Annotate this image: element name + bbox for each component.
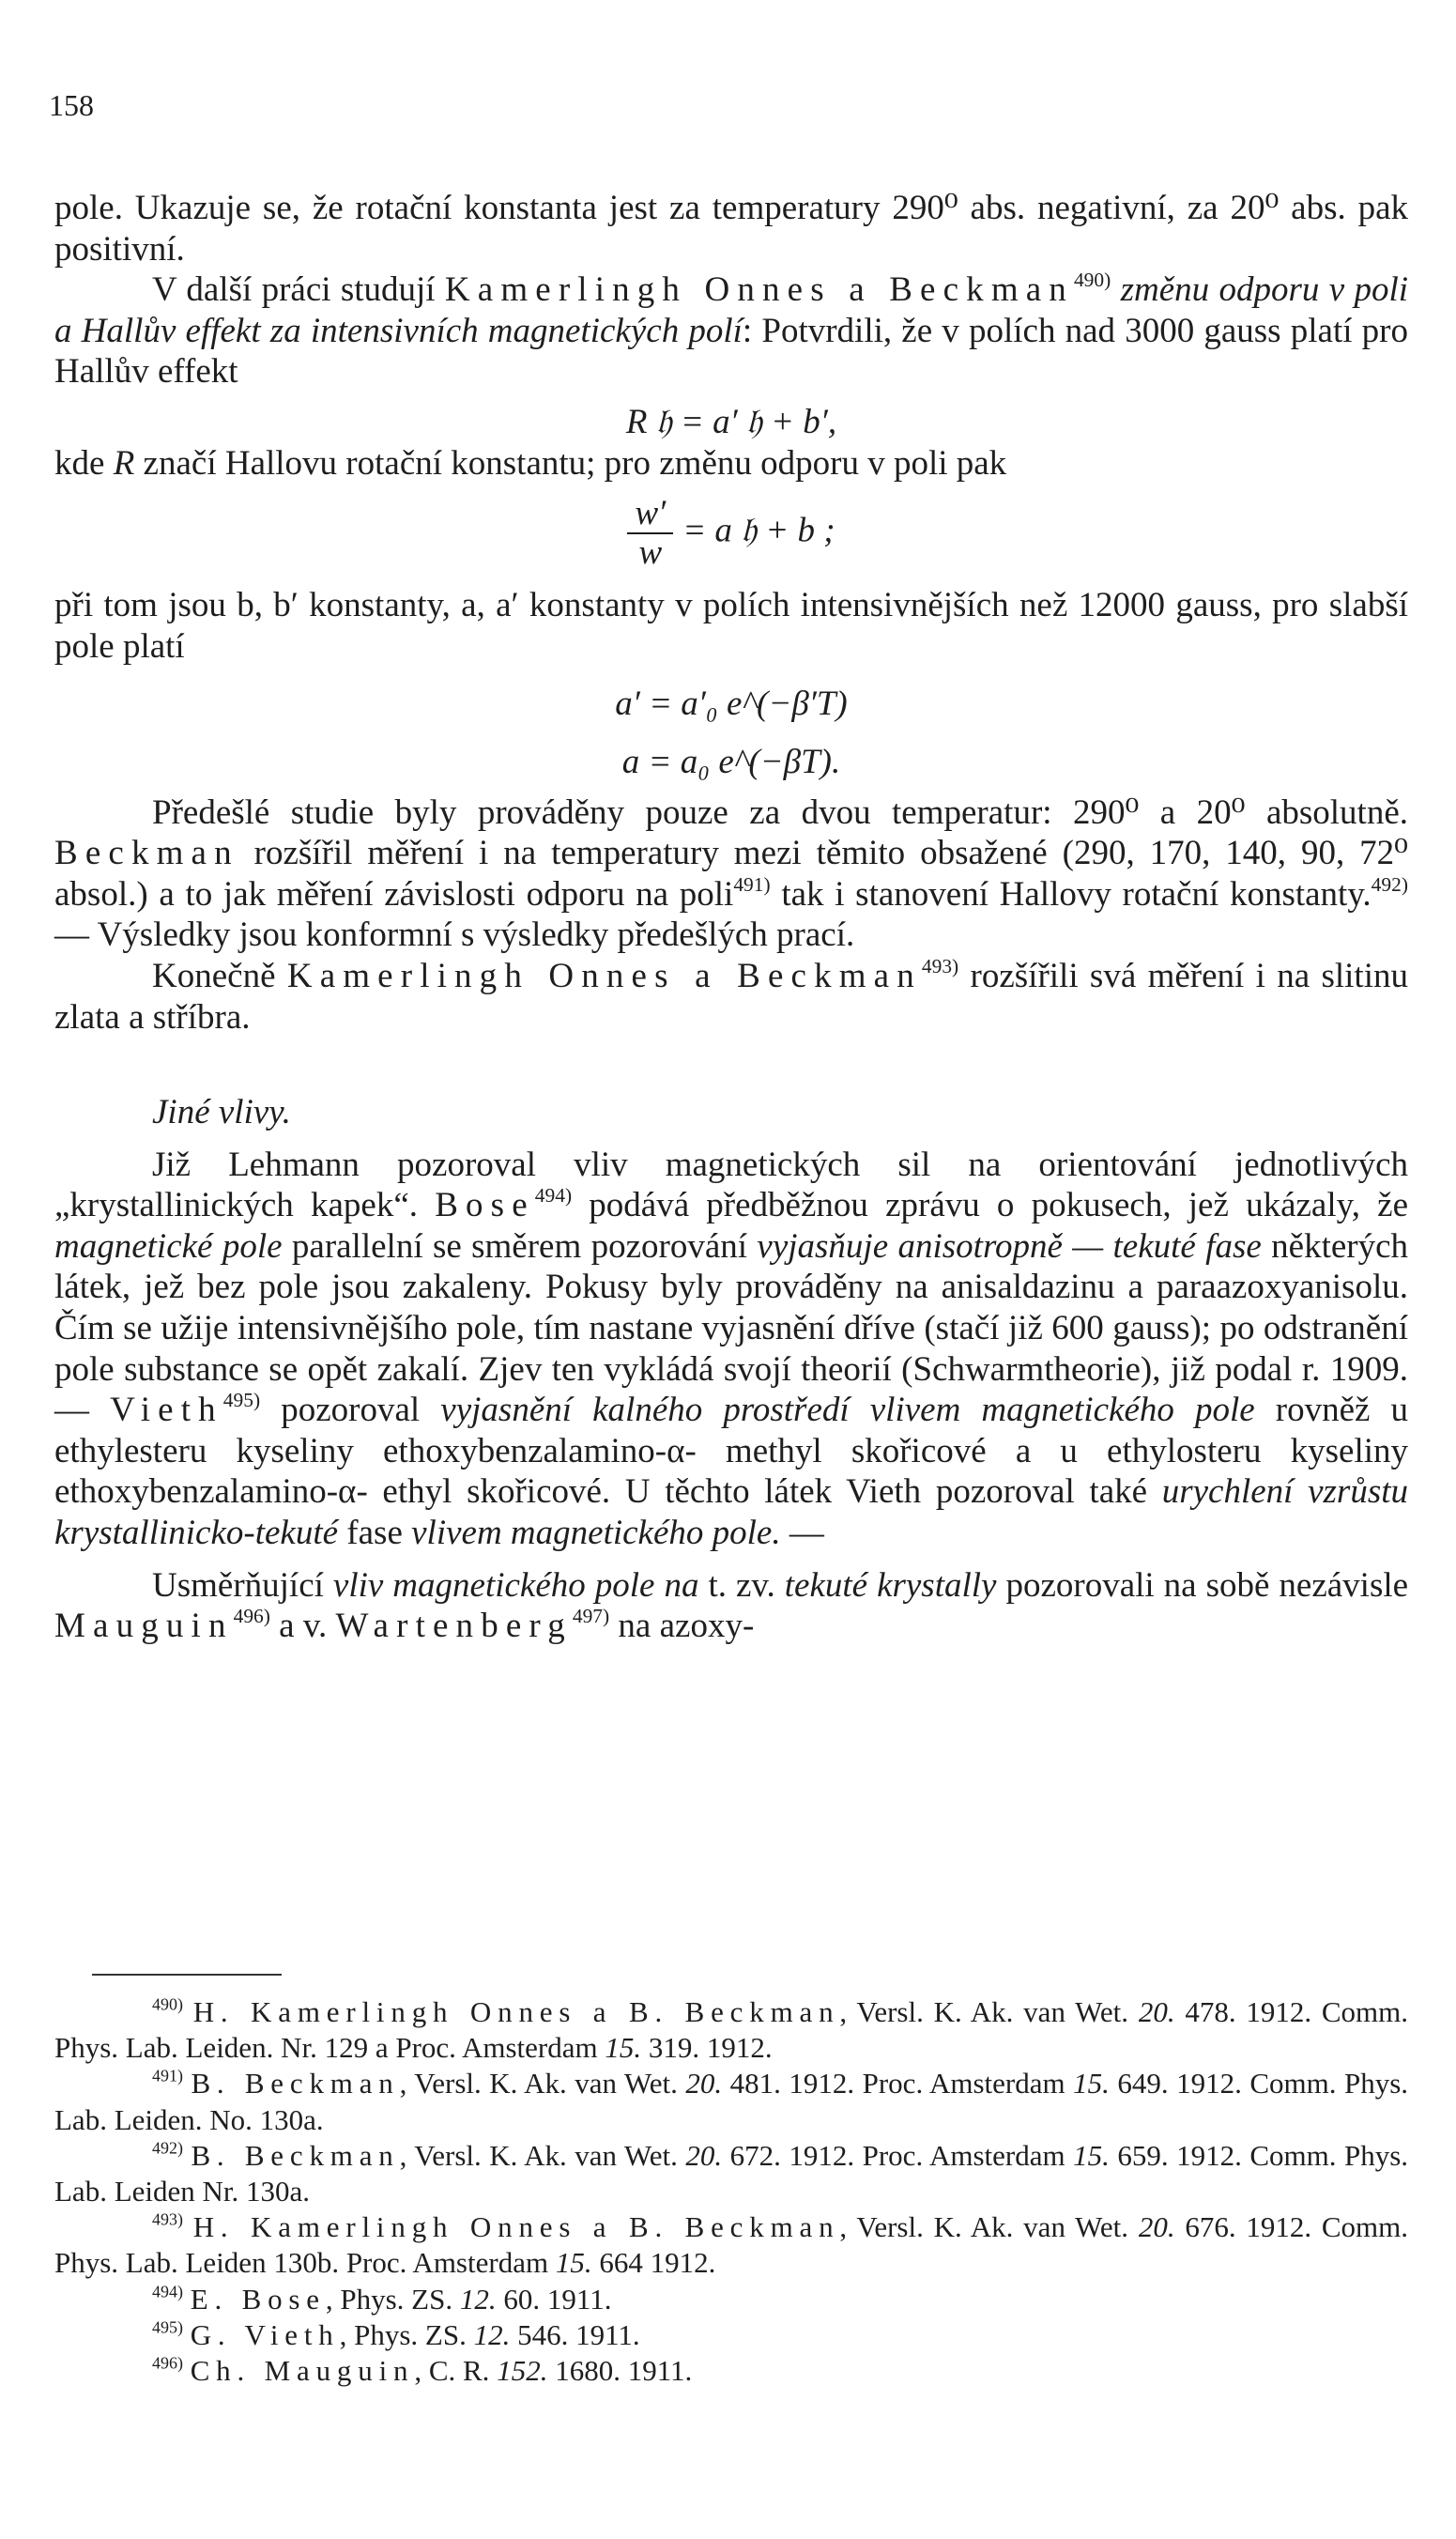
paragraph-4: při tom jsou b, b′ konstanty, a, a′ konstanty v polích intensivnějších než 12000 gauss, pro slabší pole platí — [54, 586, 1408, 666]
footnote-496: $^{496)}$ Ch. Mauguin, C. R. 152. 1680. 1911. — [152, 2353, 693, 2388]
paragraph-7: Již Lehmann pozoroval vliv magnetických sil na orientování jednotlivých „krystallinických kapek“. Bose$^{494)}$ podává předběžnou zprávu o pokusech, jež ukázaly, že magnetické pole parallelní se směrem pozorování vyjasňuje anisotropně — tekuté fase některých látek, jež bez pole jsou zakaleny. Pokusy byly prováděny na anisaldazinu a paraazoxyanisolu. Čím se užije intensivnějšího pole, tím nastane vyjasnění dříve (stačí již 600 gauss); po odstranění pole substance se opět zakalí. Zjev ten vykládá svojí theorií (Schwarmtheorie), již podal r. 1909. — Vieth$^{495)}$ pozoroval vyjasnění kalného prostředí vlivem magnetického pole rovněž u ethylesteru kyseliny ethoxybenzalamino-α- methyl skořicové a u ethylosteru kyseliny ethoxybenzalamino-α- ethyl skořicové. U těchto látek Vieth pozoroval také urychlení vzrůstu krystallinicko-tekuté fase vlivem magnetického pole. — — [54, 1145, 1409, 1553]
equation-a: a = a₀ e^(−βT). — [621, 742, 841, 781]
page-number: 158 — [49, 88, 94, 122]
equation-a-prime: a′ = a′₀ e^(−β′T) — [615, 685, 848, 724]
equation-resistance: $\frac{w'}{w}$ = a 𝔥 + b ; — [54, 495, 1408, 572]
author-names: Kamerlingh Onnes a Beckman — [444, 270, 1074, 310]
footnote-ref: 490) — [1073, 269, 1111, 292]
footnote-492: $^{492)}$ B. Beckman, Versl. K. Ak. van Wet. 20. 672. 1912. Proc. Amsterdam 15. 659. 1912. Comm. Phys. Lab. Leiden Nr. 130a. — [54, 2138, 1409, 2208]
footnote-divider — [92, 1974, 282, 1976]
footnote-494: $^{494)}$ E. Bose, Phys. ZS. 12. 60. 1911. — [152, 2282, 612, 2316]
footnote-495: $^{495)}$ G. Vieth, Phys. ZS. 12. 546. 1911. — [152, 2317, 640, 2351]
author-names: Kamerlingh Onnes a Beckman — [286, 956, 922, 995]
equation-hall: R 𝔥 = a′ 𝔥 + b′, — [625, 402, 837, 441]
footnotes — [54, 1994, 1408, 2389]
fraction: $\frac{w'}{w}$ — [627, 495, 673, 572]
footnote-493: $^{493)}$ H. Kamerlingh Onnes a B. Beckman, Versl. K. Ak. van Wet. 20. 676. 1912. Comm. Phys. Lab. Leiden 130b. Proc. Amsterdam 15. 664 1912. — [54, 2209, 1409, 2280]
section-heading: Jiné vlivy. — [152, 1093, 291, 1132]
footnote-490: $^{490)}$ H. Kamerlingh Onnes a B. Beckman, Versl. K. Ak. van Wet. 20. 478. 1912. Comm. Phys. Lab. Leiden. Nr. 129 a Proc. Amsterdam 15. 319. 1912. — [54, 1994, 1409, 2065]
paragraph-1: pole. Ukazuje se, že rotační konstanta jest za temperatury 290⁰ abs. negativní, za 20⁰ abs. pak positivní. — [54, 189, 1408, 269]
paragraph-8: Usměrňující vliv magnetického pole na t. zv. tekuté krystally pozorovali na sobě nezávisle Mauguin$^{496)}$ a v. Wartenberg$^{497)}$ na azoxy- — [54, 1565, 1409, 1646]
paragraph-2: V další práci studují Kamerlingh Onnes a Beckman$^{490)}$ změnu odporu v poli a Hallův effekt za intensivních magnetických polí: Potvrdili, že v polích nad 3000 gauss platí pro Hallův effekt — [54, 269, 1408, 392]
footnote-491: $^{491)}$ B. Beckman, Versl. K. Ak. van Wet. 20. 481. 1912. Proc. Amsterdam 15. 649. 1912. Comm. Phys. Lab. Leiden. No. 130a. — [54, 2066, 1409, 2136]
main-text — [54, 188, 1408, 1647]
paragraph-3: kde R značí Hallovu rotační konstantu; pro změnu odporu v poli pak — [54, 443, 1007, 483]
author-name: Beckman — [54, 834, 239, 873]
paragraph-5: Předešlé studie byly prováděny pouze za dvou temperatur: 290⁰ a 20⁰ absolutně. Beckman rozšířil měření i na temperatury mezi těmito obsažené (290, 170, 140, 90, 72⁰ absol.) a to jak měření závislosti odporu na poli$^{491)}$ tak i stanovení Hallovy rotační konstanty.$^{492)}$ — Výsledky jsou konformní s výsledky předešlých prací. — [54, 792, 1409, 955]
paragraph-6: Konečně Kamerlingh Onnes a Beckman$^{493)}$ rozšířili svá měření i na slitinu zlata a stříbra. — [54, 954, 1408, 1037]
